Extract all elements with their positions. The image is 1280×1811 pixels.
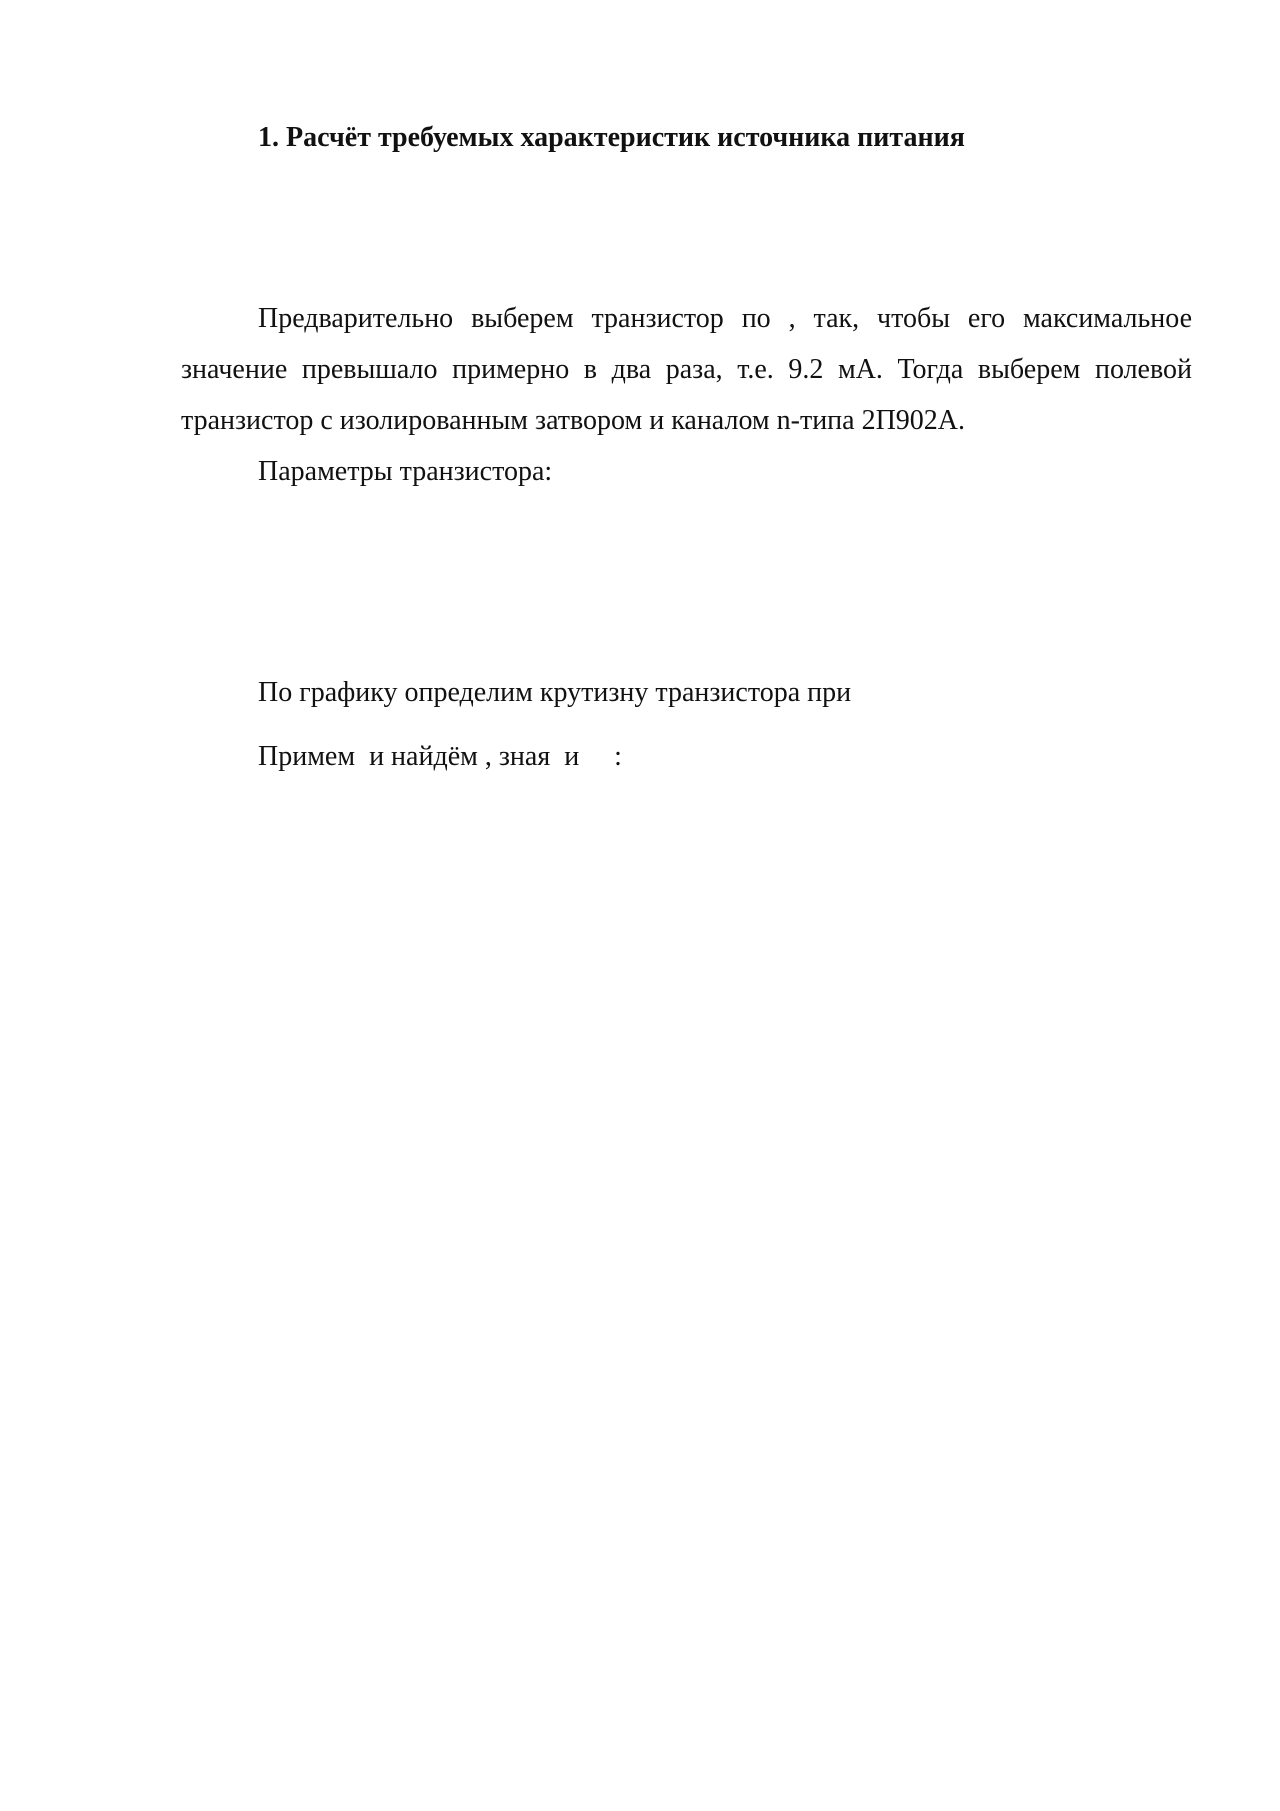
- transconductance-paragraph: По графику определим крутизну транзистора при: [258, 677, 852, 708]
- transistor-parameters-label: Параметры транзистора:: [258, 456, 553, 487]
- section-heading: 1. Расчёт требуемых характеристик источника питания: [258, 122, 965, 153]
- assumption-paragraph: Примем и найдём , зная и :: [258, 741, 622, 772]
- transistor-selection-paragraph: Предварительно выберем транзистор по , так, чтобы его максимальное значение превышало примерно в два раза, т.е. 9.2 мА. Тогда выберем полевой транзистор с изолированным затвором и каналом n-типа 2П902А.: [181, 303, 1192, 436]
